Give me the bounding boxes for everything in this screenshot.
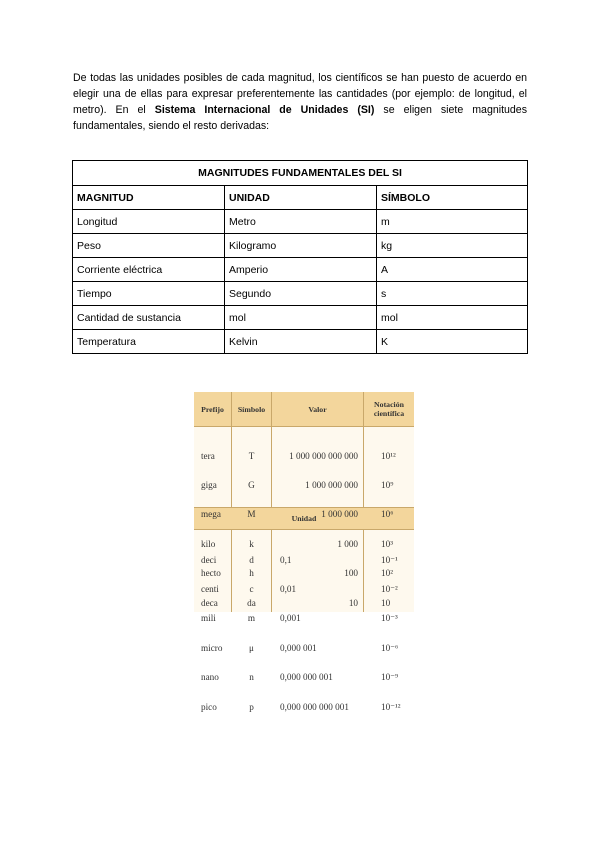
cell-unidad: Kilogramo: [225, 234, 377, 258]
list-item: 10⁻¹²: [381, 701, 401, 712]
list-item: 10⁻³: [381, 613, 398, 624]
header-magnitud: MAGNITUD: [73, 186, 225, 210]
submultiples-prefix-column: [201, 536, 222, 732]
list-item: c: [249, 583, 254, 594]
list-item: deca: [201, 597, 218, 608]
list-item: 1 000 000: [321, 509, 358, 520]
list-item: 0,000 000 000 001: [280, 701, 349, 712]
prefix-header-notacion: Notación científica: [364, 392, 414, 426]
list-item: 10⁻⁹: [381, 672, 399, 683]
list-item: deci: [201, 554, 217, 565]
grid-divider: [194, 426, 414, 427]
list-item: tera: [201, 450, 215, 461]
list-item: 1 000 000 000 000: [289, 450, 358, 461]
table-row: [73, 210, 528, 234]
cell-magnitud: Longitud: [73, 210, 225, 234]
list-item: mega: [201, 509, 221, 520]
table-row: [73, 330, 528, 354]
cell-simbolo: kg: [377, 234, 528, 258]
list-item: G: [248, 479, 255, 490]
list-item: 0,01: [280, 583, 297, 594]
list-item: 10³: [381, 538, 393, 549]
unit-section-label: Unidad: [291, 514, 317, 523]
list-item: 0,000 001: [280, 642, 317, 653]
list-item: h: [249, 568, 254, 579]
table-header-row: [73, 186, 528, 210]
table-title-row: [73, 161, 528, 186]
list-item: 10⁹: [381, 479, 394, 490]
table-row: [73, 282, 528, 306]
list-item: mili: [201, 613, 216, 624]
cell-magnitud: Peso: [73, 234, 225, 258]
cell-unidad: mol: [225, 306, 377, 330]
cell-simbolo: s: [377, 282, 528, 306]
list-item: 100: [344, 568, 358, 579]
list-item: 10: [381, 597, 391, 608]
list-item: p: [249, 701, 254, 712]
table-row: [73, 306, 528, 330]
cell-unidad: Segundo: [225, 282, 377, 306]
si-fundamental-table: [72, 160, 528, 354]
list-item: 10⁻²: [381, 583, 398, 594]
list-item: m: [247, 613, 256, 624]
list-item: μ: [249, 642, 254, 653]
cell-magnitud: Temperatura: [73, 330, 225, 354]
list-item: centi: [201, 583, 219, 594]
submultiples-symbol-column: [232, 536, 271, 732]
cell-magnitud: Cantidad de sustancia: [73, 306, 225, 330]
header-unidad: UNIDAD: [225, 186, 377, 210]
list-item: M: [247, 509, 256, 520]
list-item: T: [248, 450, 255, 461]
list-item: 1 000: [337, 538, 358, 549]
intro-text-part1: De todas las unidades posibles de cada magnitud, los científicos se han puesto de acuerdo en elegir una de ellas para expresar preferentemente las cantidades (por ejemplo: de longitud, el metro). En el: [73, 72, 527, 116]
table-row: [73, 234, 528, 258]
list-item: 1 000 000 000: [305, 479, 358, 490]
cell-simbolo: mol: [377, 306, 528, 330]
header-simbolo: SÍMBOLO: [377, 186, 528, 210]
list-item: nano: [201, 672, 219, 683]
list-item: 0,001: [280, 613, 301, 624]
list-item: kilo: [201, 538, 216, 549]
list-item: d: [249, 554, 254, 565]
prefix-header-valor: Valor: [272, 392, 363, 426]
list-item: pico: [201, 701, 217, 712]
cell-unidad: Amperio: [225, 258, 377, 282]
list-item: 10²: [381, 568, 393, 579]
cell-simbolo: m: [377, 210, 528, 234]
grid-divider: [363, 392, 364, 612]
intro-bold-si: Sistema Internacional de Unidades (SI): [154, 104, 375, 116]
list-item: giga: [201, 479, 217, 490]
prefix-header-simbolo: Símbolo: [232, 392, 271, 426]
list-item: micro: [201, 642, 223, 653]
cell-magnitud: Corriente eléctrica: [73, 258, 225, 282]
cell-unidad: Metro: [225, 210, 377, 234]
list-item: 10⁶: [381, 509, 394, 520]
intro-text-part2: se eligen siete magnitudes fundamentales, siendo el resto derivadas:: [73, 104, 527, 132]
list-item: 10: [348, 597, 358, 608]
si-prefix-table: [194, 392, 414, 712]
cell-unidad: Kelvin: [225, 330, 377, 354]
list-item: hecto: [201, 568, 221, 579]
cell-simbolo: K: [377, 330, 528, 354]
list-item: 0,000 000 001: [280, 672, 333, 683]
list-item: 10⁻⁶: [381, 642, 399, 653]
intro-paragraph: [73, 70, 527, 134]
table-row: [73, 258, 528, 282]
grid-divider: [271, 392, 272, 612]
table-title: MAGNITUDES FUNDAMENTALES DEL SI: [73, 161, 528, 186]
list-item: 10⁻¹: [381, 554, 398, 565]
submultiples-notation-column: [381, 536, 401, 732]
list-item: k: [249, 538, 254, 549]
prefix-header-prefijo: Prefijo: [194, 392, 231, 426]
list-item: n: [249, 672, 254, 683]
list-item: 10¹²: [381, 450, 396, 461]
cell-simbolo: A: [377, 258, 528, 282]
list-item: da: [247, 597, 256, 608]
list-item: 0,1: [280, 554, 292, 565]
cell-magnitud: Tiempo: [73, 282, 225, 306]
submultiples-value-column: [280, 536, 349, 732]
